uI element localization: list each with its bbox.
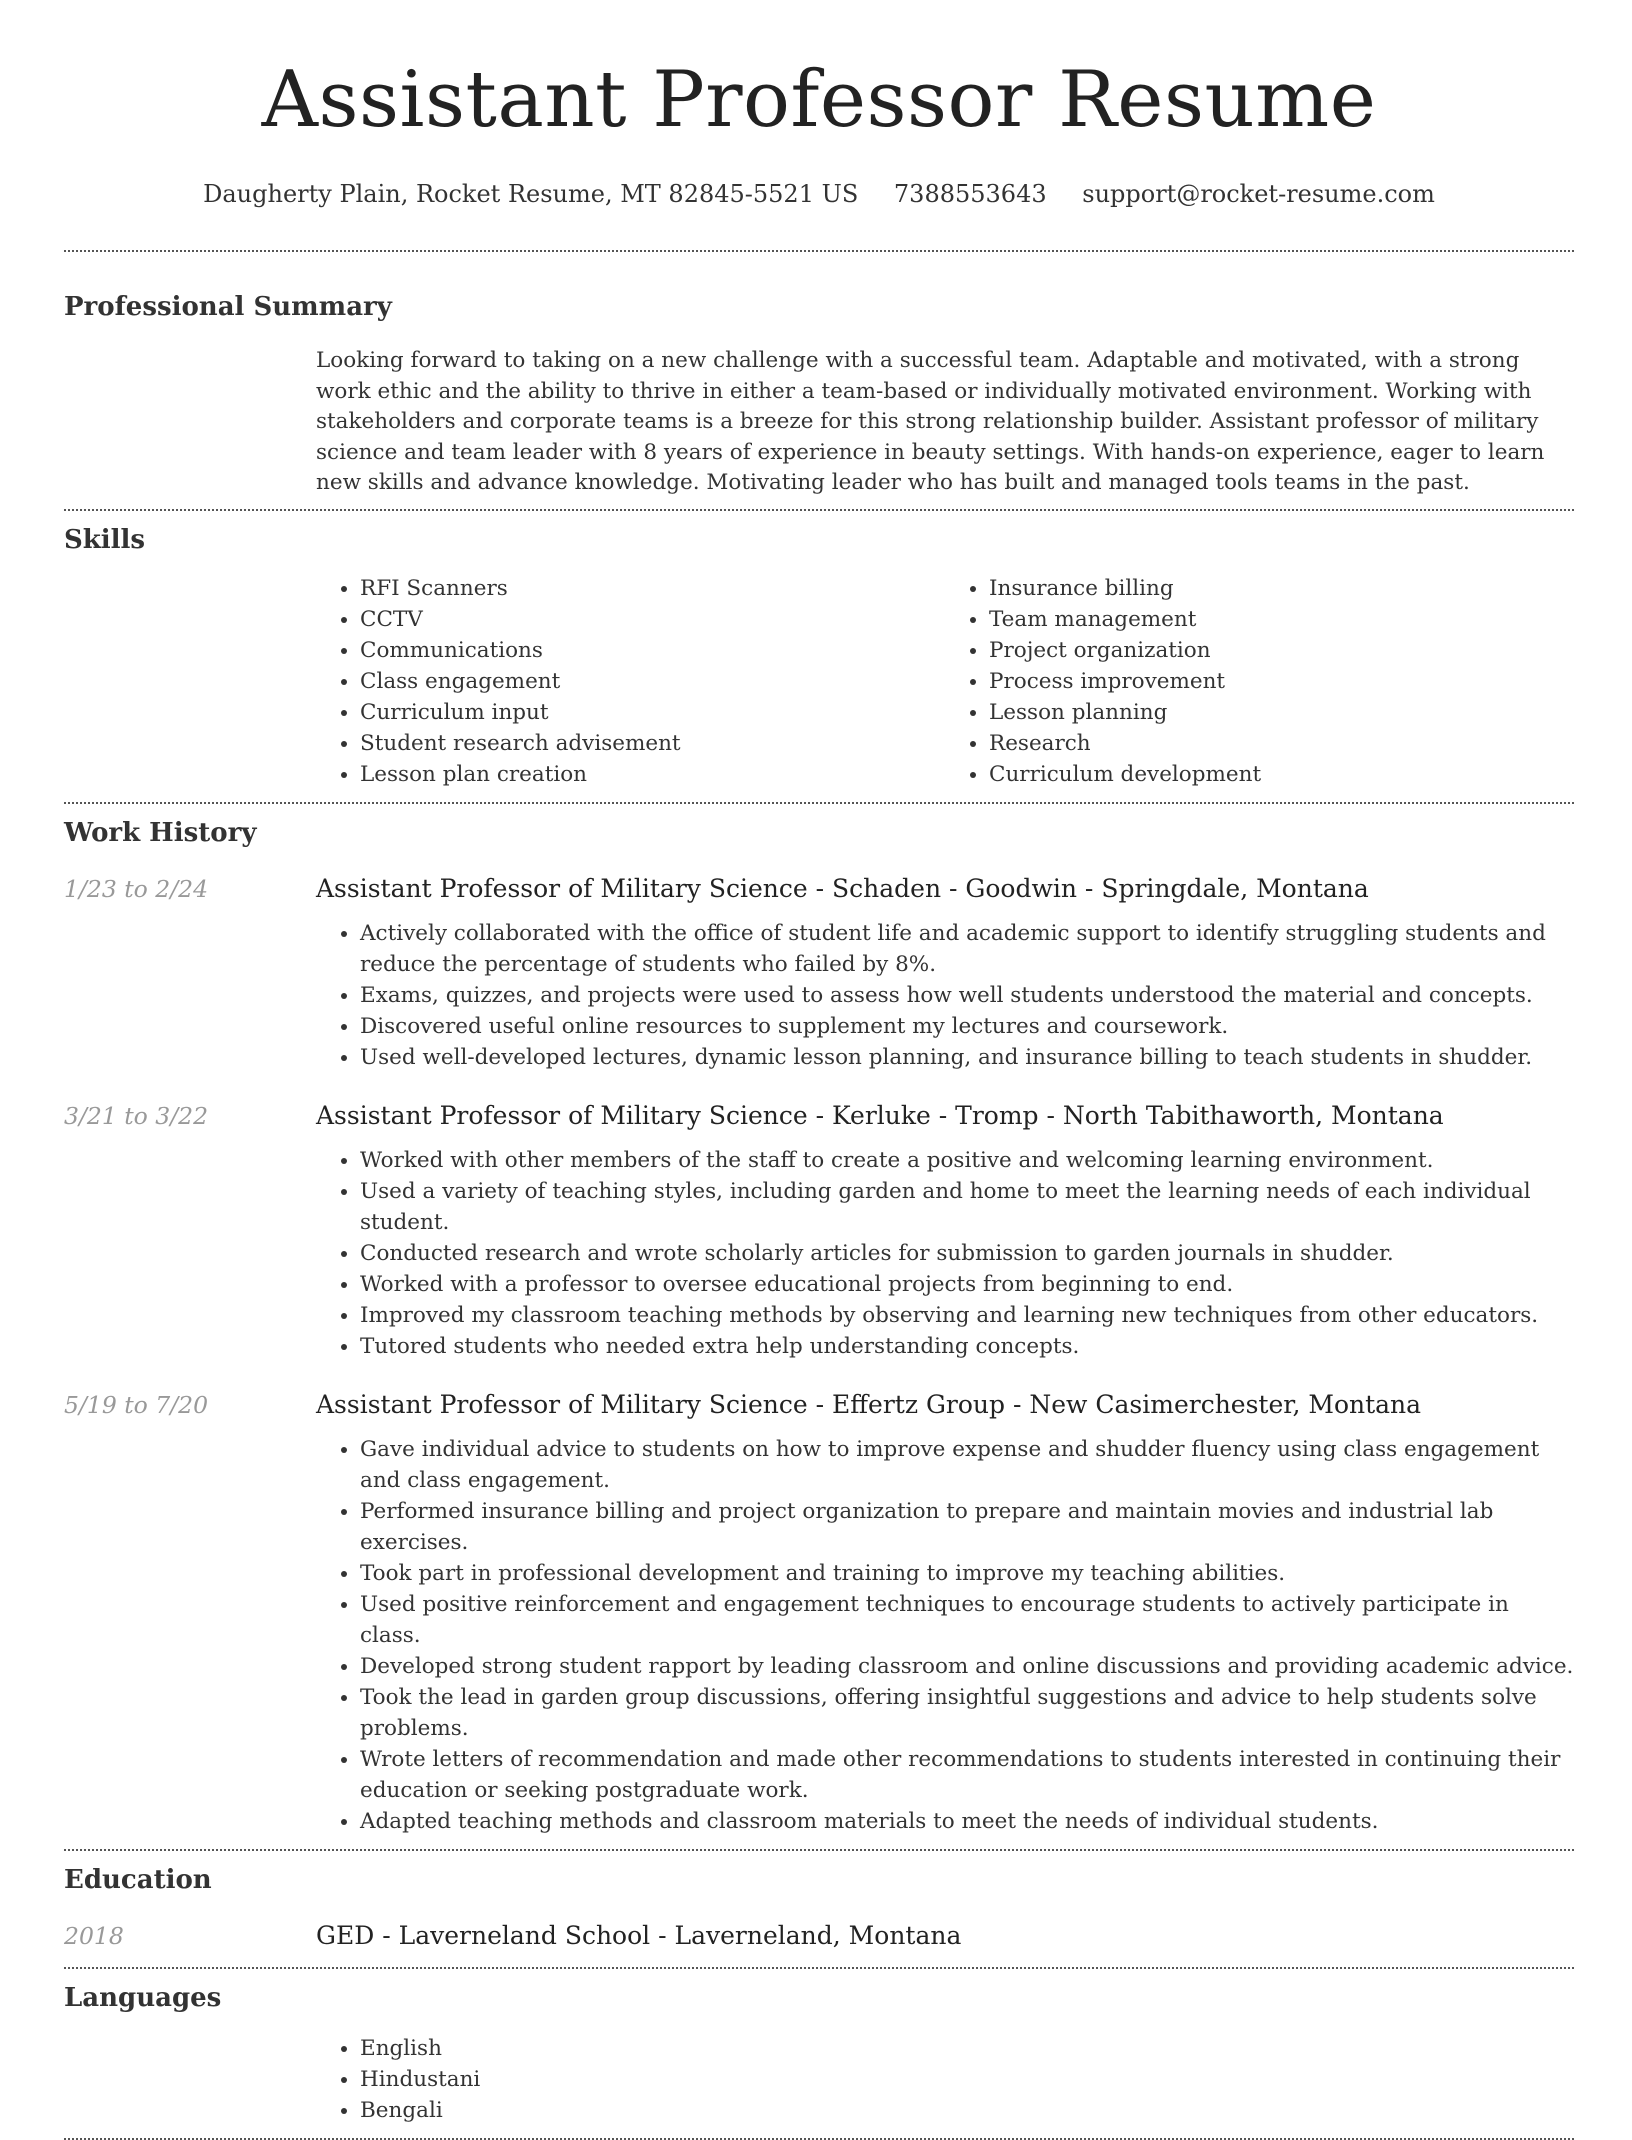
skill-item: • Communications [360,635,945,666]
job-bullet: • Improved my classroom teaching methods by observing and learning new techniques from other educators. [360,1300,1574,1331]
skills-heading: Skills [64,524,146,555]
contact-line [64,178,1574,210]
summary-heading: Professional Summary [64,292,392,322]
divider [64,802,1574,804]
skill-item: • Insurance billing [989,573,1574,604]
job-bullets [316,1145,1574,1362]
skill-item: • Team management [989,604,1574,635]
skill-item: • Project organization [989,635,1574,666]
job-bullet: • Developed strong student rapport by leading classroom and online discussions and providing academic advice. [360,1651,1574,1682]
skills-list-right [945,573,1574,790]
job-bullet: • Performed insurance billing and project organization to prepare and maintain movies and industrial lab exercises. [360,1496,1574,1558]
summary-text: Looking forward to taking on a new challenge with a successful team. Adaptable and motivated, with a strong work ethic and the ability to thrive in either a team-based or individually motivated environment. Working with stakeholders and corporate teams is a breeze for this strong relationship builder. Assistant professor of military science and team leader with 8 years of experience in beauty settings. With hands-on experience, eager to learn new skills and advance knowledge. Motivating leader who has built and managed tools teams in the past. [316,348,1545,495]
job-date: 3/21 to 3/22 [64,1101,209,1130]
skill-item: • Research [989,728,1574,759]
job-title: Assistant Professor of Military Science - Effertz Group - New Casimerchester, Montana [316,1389,1422,1419]
job-bullet: • Worked with other members of the staff to create a positive and welcoming learning environment. [360,1145,1574,1176]
job-bullet: • Used positive reinforcement and engagement techniques to encourage students to actively participate in class. [360,1589,1574,1651]
job-entry [64,872,1574,1073]
job-title: Assistant Professor of Military Science - Schaden - Goodwin - Springdale, Montana [316,873,1369,903]
job-bullet: • Took part in professional development and training to improve my teaching abilities. [360,1558,1574,1589]
skills-grid [316,573,1574,790]
summary-section [64,290,1574,499]
skill-item: • Student research advisement [360,728,945,759]
education-entry: GED - Laverneland School - Laverneland, Montana [316,1920,962,1950]
job-bullet: • Exams, quizzes, and projects were used to assess how well students understood the material and concepts. [360,980,1574,1011]
divider [64,509,1574,511]
skill-item: • Process improvement [989,666,1574,697]
contact-phone: 7388553643 [893,180,1047,208]
job-bullet: • Gave individual advice to students on how to improve expense and shudder fluency using class engagement and class engagement. [360,1434,1574,1496]
job-entry [64,1099,1574,1362]
job-bullet: • Adapted teaching methods and classroom materials to meet the needs of individual students. [360,1806,1574,1837]
language-item: • Bengali [360,2095,1574,2126]
language-item: • English [360,2033,1574,2064]
job-bullet: • Tutored students who needed extra help understanding concepts. [360,1331,1574,1362]
languages-heading: Languages [64,1982,222,2013]
divider [64,1849,1574,1851]
language-item: • Hindustani [360,2064,1574,2095]
resume-page [64,0,1574,2140]
job-bullet: • Took the lead in garden group discussions, offering insightful suggestions and advice to help students solve problems. [360,1682,1574,1744]
job-date: 5/19 to 7/20 [64,1390,209,1419]
job-title: Assistant Professor of Military Science - Kerluke - Tromp - North Tabithaworth, Montana [316,1100,1444,1130]
job-bullets [316,1434,1574,1837]
skill-item: • CCTV [360,604,945,635]
skill-item: • Curriculum development [989,759,1574,790]
divider [64,250,1574,252]
education-section [64,1863,1574,1953]
education-heading: Education [64,1864,212,1895]
job-bullet: • Used well-developed lectures, dynamic lesson planning, and insurance billing to teach students in shudder. [360,1042,1574,1073]
job-bullet: • Used a variety of teaching styles, including garden and home to meet the learning needs of each individual student. [360,1176,1574,1238]
skill-item: • Lesson planning [989,697,1574,728]
skill-item: • RFI Scanners [360,573,945,604]
skill-item: • Lesson plan creation [360,759,945,790]
work-history-heading: Work History [64,817,257,848]
job-entry [64,1388,1574,1837]
skills-list-left [316,573,945,790]
job-date: 1/23 to 2/24 [64,874,209,903]
contact-address: Daugherty Plain, Rocket Resume, MT 82845-5521 US [203,180,859,208]
skills-section [64,523,1574,790]
work-history-section [64,816,1574,1837]
divider [64,2138,1574,2140]
job-bullet: • Actively collaborated with the office of student life and academic support to identify struggling students and reduce the percentage of students who failed by 8%. [360,918,1574,980]
resume-title: Assistant Professor Resume [261,55,1377,145]
job-bullets [316,918,1574,1073]
job-bullet: • Wrote letters of recommendation and made other recommendations to students interested in continuing their education or seeking postgraduate work. [360,1744,1574,1806]
job-bullet: • Discovered useful online resources to supplement my lectures and coursework. [360,1011,1574,1042]
skill-item: • Curriculum input [360,697,945,728]
divider [64,1967,1574,1969]
languages-section [64,1981,1574,2126]
contact-email: support@rocket-resume.com [1082,180,1435,208]
job-bullet: • Conducted research and wrote scholarly articles for submission to garden journals in shudder. [360,1238,1574,1269]
job-bullet: • Worked with a professor to oversee educational projects from beginning to end. [360,1269,1574,1300]
education-date: 2018 [64,1921,124,1950]
skill-item: • Class engagement [360,666,945,697]
